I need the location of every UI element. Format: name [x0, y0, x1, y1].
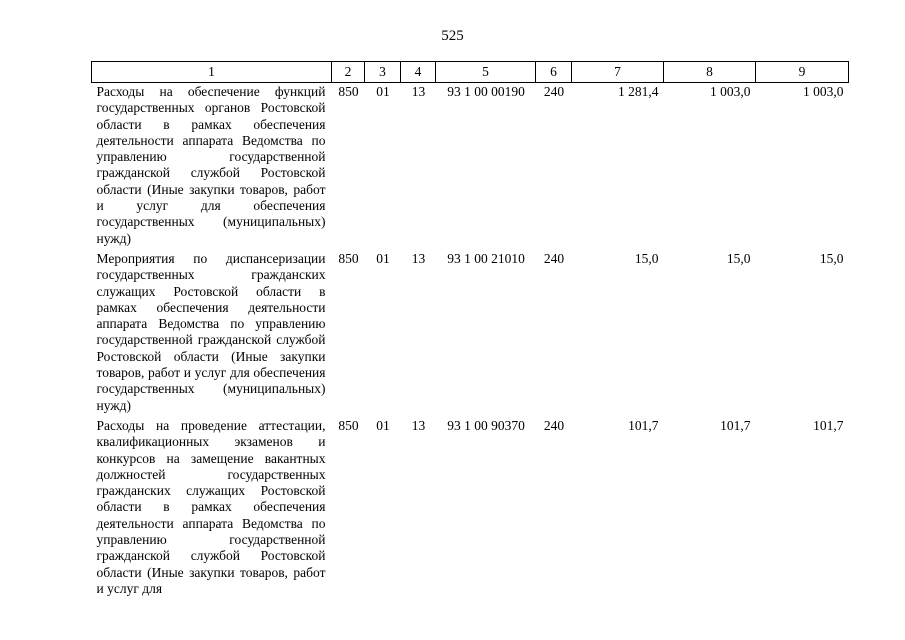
amount-year-1: 1 281,4	[618, 84, 659, 99]
row-description: Расходы на проведение аттестации, квалификационных экзаменов и конкурсов на замещение вакантных должностей государственных гражданских служащих Ростовской области в рамках обеспечения деятельности аппарата Ведомства по управлению государственной гражданской службой Ростовской области (Иные закупки товаров, работ и услуг для	[96, 417, 326, 596]
column-header: 3	[365, 62, 401, 83]
subsection-code: 13	[411, 417, 426, 433]
column-header: 4	[401, 62, 436, 83]
column-header: 6	[536, 62, 572, 83]
ministry-code: 850	[338, 250, 359, 266]
subsection-code: 13	[411, 250, 426, 266]
row-description: Мероприятия по диспансеризации государственных гражданских служащих Ростовской области в рамках обеспечения деятельности аппарата Ведомства по управлению государственной гражданской службой Ростовской области (Иные закупки товаров, работ и услуг для обеспечения государственных (муниципальных) нужд)	[96, 250, 326, 413]
section-code: 01	[376, 84, 390, 99]
table-row	[92, 250, 849, 417]
column-header: 7	[572, 62, 664, 83]
section-code: 01	[376, 417, 390, 433]
budget-table	[91, 61, 849, 600]
table-row	[92, 417, 849, 600]
expense-type-code: 240	[543, 417, 565, 433]
subsection-code: 13	[411, 84, 426, 99]
amount-year-1: 101,7	[628, 417, 659, 433]
amount-year-1: 15,0	[634, 250, 659, 266]
row-description: Расходы на обеспечение функций государственных органов Ростовской области в рамках обеспечения деятельности аппарата Ведомства по управлению государственной гражданской службой Ростовской области (Иные закупки товаров, работ и услуг для обеспечения государственных (муниципальных) нужд)	[96, 84, 326, 246]
amount-year-3: 1 003,0	[803, 84, 844, 99]
table-row	[92, 83, 849, 250]
amount-year-3: 15,0	[819, 250, 844, 266]
expense-type-code: 240	[543, 84, 565, 99]
target-article-code: 93 1 00 90370	[447, 417, 525, 433]
amount-year-3: 101,7	[813, 417, 844, 433]
column-header: 2	[332, 62, 365, 83]
column-header: 9	[756, 62, 849, 83]
ministry-code: 850	[338, 417, 359, 433]
target-article-code: 93 1 00 00190	[447, 84, 525, 99]
amount-year-2: 15,0	[726, 250, 751, 266]
expense-type-code: 240	[543, 250, 565, 266]
ministry-code: 850	[338, 84, 359, 99]
section-code: 01	[376, 250, 390, 266]
column-header: 1	[92, 62, 332, 83]
column-header: 5	[436, 62, 536, 83]
page-number: 525	[441, 28, 464, 44]
column-number-row	[92, 62, 849, 83]
column-header: 8	[664, 62, 756, 83]
amount-year-2: 101,7	[720, 417, 751, 433]
target-article-code: 93 1 00 21010	[447, 250, 525, 266]
amount-year-2: 1 003,0	[710, 84, 751, 99]
